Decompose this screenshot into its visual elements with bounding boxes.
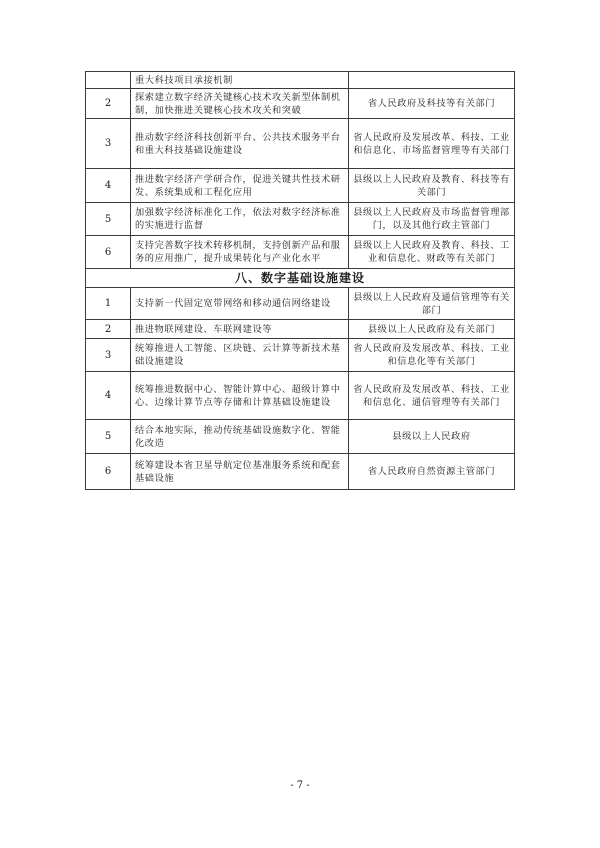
task-cell: 推进物联网建设、车联网建设等 — [131, 320, 349, 339]
table-row — [86, 454, 515, 490]
department-cell — [349, 72, 515, 89]
section-title: 八、数字基础设施建设 — [86, 269, 515, 288]
page-number: - 7 - — [290, 780, 310, 791]
table-row — [86, 420, 515, 454]
row-number: 4 — [86, 169, 131, 203]
table-row — [86, 372, 515, 420]
task-cell: 统筹推进数据中心、智能计算中心、超级计算中心、边缘计算节点等存储和计算基础设施建设 — [131, 372, 349, 420]
row-number — [86, 72, 131, 89]
row-number: 2 — [86, 320, 131, 339]
row-number: 5 — [86, 420, 131, 454]
row-number: 3 — [86, 339, 131, 372]
task-cell: 加强数字经济标准化工作，依法对数字经济标准的实施进行监督 — [131, 203, 349, 236]
table-row — [86, 89, 515, 119]
table-row — [86, 288, 515, 320]
task-cell: 结合本地实际，推动传统基础设施数字化、智能化改造 — [131, 420, 349, 454]
department-cell: 省人民政府及发展改革、科技、工业和信息化、通信管理等有关部门 — [349, 372, 515, 420]
table-row — [86, 203, 515, 236]
row-number: 4 — [86, 372, 131, 420]
table-row — [86, 320, 515, 339]
department-cell: 县级以上人民政府及有关部门 — [349, 320, 515, 339]
section-heading-row — [86, 269, 515, 288]
row-number: 5 — [86, 203, 131, 236]
task-cell: 重大科技项目承接机制 — [131, 72, 349, 89]
table-row — [86, 72, 515, 89]
row-number: 1 — [86, 288, 131, 320]
table-row — [86, 339, 515, 372]
row-number: 3 — [86, 119, 131, 169]
department-cell: 省人民政府及科技等有关部门 — [349, 89, 515, 119]
task-cell: 统筹推进人工智能、区块链、云计算等新技术基础设施建设 — [131, 339, 349, 372]
department-cell: 省人民政府及发展改革、科技、工业和信息化等有关部门 — [349, 339, 515, 372]
task-cell: 统筹建设本省卫星导航定位基准服务系统和配套基础设施 — [131, 454, 349, 490]
department-cell: 县级以上人民政府及通信管理等有关部门 — [349, 288, 515, 320]
department-cell: 县级以上人民政府 — [349, 420, 515, 454]
task-cell: 推动数字经济科技创新平台、公共技术服务平台和重大科技基础设施建设 — [131, 119, 349, 169]
responsibility-table — [85, 71, 515, 490]
department-cell: 县级以上人民政府及市场监督管理部门，以及其他行政主管部门 — [349, 203, 515, 236]
table-row — [86, 169, 515, 203]
row-number: 2 — [86, 89, 131, 119]
row-number: 6 — [86, 454, 131, 490]
table-row — [86, 236, 515, 269]
task-cell: 支持新一代固定宽带网络和移动通信网络建设 — [131, 288, 349, 320]
department-cell: 省人民政府自然资源主管部门 — [349, 454, 515, 490]
department-cell: 县级以上人民政府及教育、科技等有关部门 — [349, 169, 515, 203]
department-cell: 省人民政府及发展改革、科技、工业和信息化、市场监督管理等有关部门 — [349, 119, 515, 169]
task-cell: 探索建立数字经济关键核心技术攻关新型体制机制，加快推进关键核心技术攻关和突破 — [131, 89, 349, 119]
table-row — [86, 119, 515, 169]
task-cell: 推进数字经济产学研合作，促进关键共性技术研发、系统集成和工程化应用 — [131, 169, 349, 203]
department-cell: 县级以上人民政府及教育、科技、工业和信息化、财政等有关部门 — [349, 236, 515, 269]
task-cell: 支持完善数字技术转移机制，支持创新产品和服务的应用推广，提升成果转化与产业化水平 — [131, 236, 349, 269]
row-number: 6 — [86, 236, 131, 269]
